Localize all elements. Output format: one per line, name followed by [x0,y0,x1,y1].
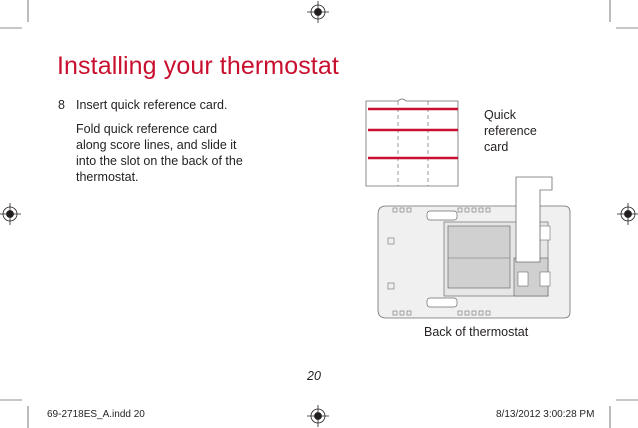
page-number: 20 [307,369,321,383]
step-instructions: Fold quick reference card along score lines, and slide it into the slot on the back of the thermostat. [76,122,243,184]
slug-file-info: 69-2718ES_A.indd 20 [47,409,145,420]
page-title: Installing your thermostat [57,52,339,80]
quick-reference-card-illustration [366,99,458,186]
step-heading: Insert quick reference card. [76,98,228,112]
step-number: 8 [58,98,65,112]
figure-caption: Back of thermostat [424,325,529,339]
figure-callout-label: Quick reference card [484,108,537,154]
slug-timestamp: 8/13/2012 3:00:28 PM [496,409,595,420]
thermostat-back-illustration [378,206,570,318]
